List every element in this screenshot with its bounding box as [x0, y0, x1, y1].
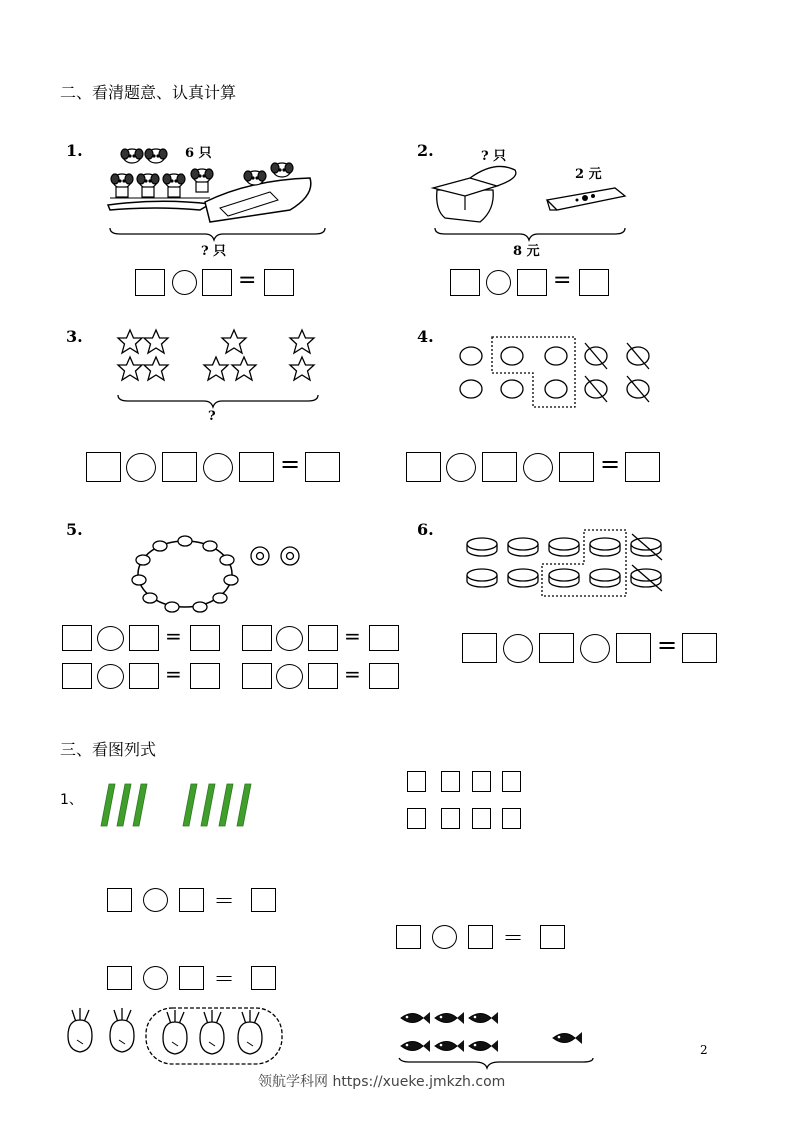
answer-box[interactable]	[251, 966, 276, 990]
answer-box[interactable]	[62, 663, 92, 689]
operator-circle[interactable]	[126, 453, 156, 482]
equals-sign: =	[600, 450, 621, 478]
answer-box[interactable]	[539, 633, 574, 663]
equals-sign: =	[344, 662, 361, 686]
answer-box[interactable]	[540, 925, 565, 949]
equals-sign: =	[503, 923, 524, 951]
section-3-question-1-number: 1、	[60, 792, 83, 808]
answer-box[interactable]	[517, 269, 547, 296]
green-sticks-illustration	[100, 780, 270, 830]
answer-box[interactable]	[450, 269, 480, 296]
operator-circle[interactable]	[143, 888, 168, 912]
answer-box[interactable]	[86, 452, 121, 482]
equals-sign: =	[553, 268, 572, 293]
answer-box[interactable]	[179, 888, 204, 912]
pencilcase-price-label: 2 元	[575, 167, 602, 182]
square-shape	[407, 808, 426, 829]
section-3-title: 三、看图列式	[60, 740, 157, 759]
square-shape	[441, 808, 460, 829]
question-3-number: 3.	[66, 327, 83, 346]
fish-illustration	[395, 1000, 600, 1070]
equals-sign: =	[165, 624, 182, 648]
footer-watermark: 领航学科网 https://xueke.jmkzh.com	[258, 1074, 506, 1090]
question-5-number: 5.	[66, 520, 83, 539]
answer-box[interactable]	[190, 625, 220, 651]
answer-box[interactable]	[625, 452, 660, 482]
equals-sign: =	[214, 886, 235, 914]
answer-box[interactable]	[682, 633, 717, 663]
answer-box[interactable]	[579, 269, 609, 296]
answer-box[interactable]	[482, 452, 517, 482]
answer-box[interactable]	[107, 966, 132, 990]
answer-box[interactable]	[251, 888, 276, 912]
question-1-number: 1.	[66, 141, 83, 160]
operator-circle[interactable]	[446, 453, 476, 482]
equals-sign: =	[280, 450, 301, 478]
answer-box[interactable]	[242, 663, 272, 689]
square-shape	[502, 771, 521, 792]
square-shape	[441, 771, 460, 792]
operator-circle[interactable]	[503, 634, 533, 663]
operator-circle[interactable]	[486, 270, 511, 295]
dogs-boat-illustration	[100, 140, 330, 250]
coins-illustration	[462, 528, 672, 600]
dogs-total-label: ? 只	[201, 244, 227, 259]
answer-box[interactable]	[107, 888, 132, 912]
operator-circle[interactable]	[97, 664, 124, 689]
answer-box[interactable]	[369, 663, 399, 689]
operator-circle[interactable]	[172, 270, 197, 295]
answer-box[interactable]	[242, 625, 272, 651]
equals-sign: =	[238, 268, 257, 293]
answer-box[interactable]	[129, 625, 159, 651]
bag-price-label: ? 只	[481, 149, 507, 164]
answer-box[interactable]	[179, 966, 204, 990]
operator-circle[interactable]	[143, 966, 168, 990]
stars-total-label: ?	[208, 409, 216, 424]
circles-illustration	[455, 335, 660, 415]
dogs-top-label: 6 只	[185, 146, 212, 161]
answer-box[interactable]	[462, 633, 497, 663]
equals-sign: =	[344, 624, 361, 648]
answer-box[interactable]	[468, 925, 493, 949]
square-shape	[502, 808, 521, 829]
answer-box[interactable]	[616, 633, 651, 663]
equals-sign: =	[165, 662, 182, 686]
operator-circle[interactable]	[203, 453, 233, 482]
operator-circle[interactable]	[276, 626, 303, 651]
page-number: 2	[700, 1043, 708, 1057]
answer-box[interactable]	[369, 625, 399, 651]
answer-box[interactable]	[406, 452, 441, 482]
answer-box[interactable]	[162, 452, 197, 482]
total-price-label: 8 元	[513, 244, 540, 259]
equals-sign: =	[214, 964, 235, 992]
operator-circle[interactable]	[523, 453, 553, 482]
operator-circle[interactable]	[276, 664, 303, 689]
answer-box[interactable]	[396, 925, 421, 949]
section-2-title: 二、看清题意、认真计算	[60, 83, 237, 102]
bag-and-pencilcase-illustration	[425, 160, 635, 245]
question-6-number: 6.	[417, 520, 434, 539]
equals-sign: =	[657, 631, 678, 659]
square-shape	[472, 808, 491, 829]
answer-box[interactable]	[239, 452, 274, 482]
square-shape	[407, 771, 426, 792]
operator-circle[interactable]	[432, 925, 457, 949]
operator-circle[interactable]	[580, 634, 610, 663]
answer-box[interactable]	[308, 625, 338, 651]
answer-box[interactable]	[305, 452, 340, 482]
operator-circle[interactable]	[97, 626, 124, 651]
answer-box[interactable]	[135, 269, 165, 296]
answer-box[interactable]	[559, 452, 594, 482]
radishes-illustration	[60, 1000, 290, 1070]
question-2-number: 2.	[417, 141, 434, 160]
answer-box[interactable]	[202, 269, 232, 296]
answer-box[interactable]	[190, 663, 220, 689]
question-4-number: 4.	[417, 327, 434, 346]
square-shape	[472, 771, 491, 792]
answer-box[interactable]	[308, 663, 338, 689]
answer-box[interactable]	[264, 269, 294, 296]
stars-illustration	[112, 325, 327, 410]
bead-necklace-illustration	[130, 528, 310, 620]
answer-box[interactable]	[129, 663, 159, 689]
answer-box[interactable]	[62, 625, 92, 651]
